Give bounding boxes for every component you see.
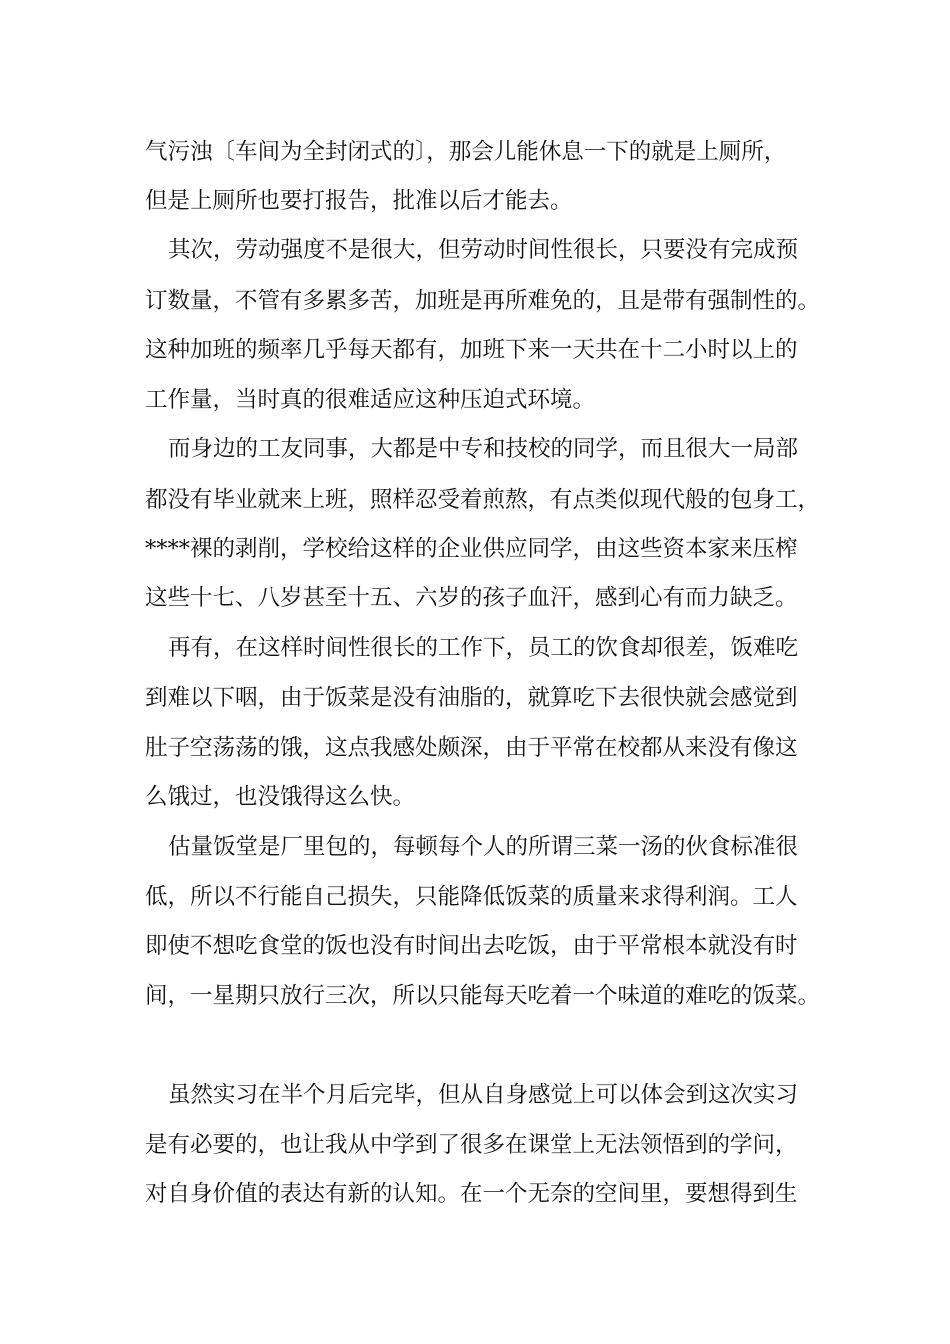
paragraph-start-line: 估量饭堂是厂里包的，每顿每个人的所谓三菜一汤的伙食标准很: [168, 834, 799, 860]
text-line: 对自身价值的表达有新的认知。在一个无奈的空间里，要想得到生: [145, 1181, 798, 1207]
text-line: 都没有毕业就来上班，照样忍受着煎熬，有点类似现代般的包身工，: [145, 487, 821, 513]
paragraph-start-line: 其次，劳动强度不是很大，但劳动时间性很长，只要没有完成预: [168, 237, 799, 263]
text-line: 么饿过，也没饿得这么快。: [145, 784, 416, 810]
text-line: 间，一星期只放行三次，所以只能每天吃着一个味道的难吃的饭菜。: [145, 983, 821, 1009]
text-line: 这些十七、八岁甚至十五、六岁的孩子血汗，感到心有而力缺乏。: [145, 585, 798, 611]
text-line: ****裸的剥削，学校给这样的企业供应同学，由这些资本家来压榨: [145, 536, 798, 562]
text-line: 工作量，当时真的很难适应这种压迫式环境。: [145, 387, 596, 413]
text-line: 气污浊〔车间为全封闭式的〕，那会儿能休息一下的就是上厕所，: [145, 139, 787, 165]
text-line: 但是上厕所也要打报告，批准以后才能去。: [145, 188, 573, 214]
text-line: 即使不想吃食堂的饭也没有时间出去吃饭，由于平常根本就没有时: [145, 933, 798, 959]
text-line: 肚子空荡荡的饿，这点我感处颇深，由于平常在校都从来没有像这: [145, 735, 798, 761]
paragraph-start-line: 再有，在这样时间性很长的工作下，员工的饮食却很差，饭难吃: [168, 635, 799, 661]
paragraph-start-line: 虽然实习在半个月后完毕，但从自身感觉上可以体会到这次实习: [168, 1082, 799, 1108]
text-line: 低，所以不行能自己损失，只能降低饭菜的质量来求得利润。工人: [145, 884, 798, 910]
text-line: 这种加班的频率几乎每天都有，加班下来一天共在十二小时以上的: [145, 337, 798, 363]
text-line: 订数量，不管有多累多苦，加班是再所难免的，且是带有强制性的。: [145, 288, 821, 314]
text-line: 到难以下咽，由于饭菜是没有油脂的，就算吃下去很快就会感觉到: [145, 685, 798, 711]
paragraph-start-line: 而身边的工友同事，大都是中专和技校的同学，而且很大一局部: [168, 436, 799, 462]
text-line: 是有必要的，也让我从中学到了很多在课堂上无法领悟到的学问，: [145, 1132, 798, 1158]
